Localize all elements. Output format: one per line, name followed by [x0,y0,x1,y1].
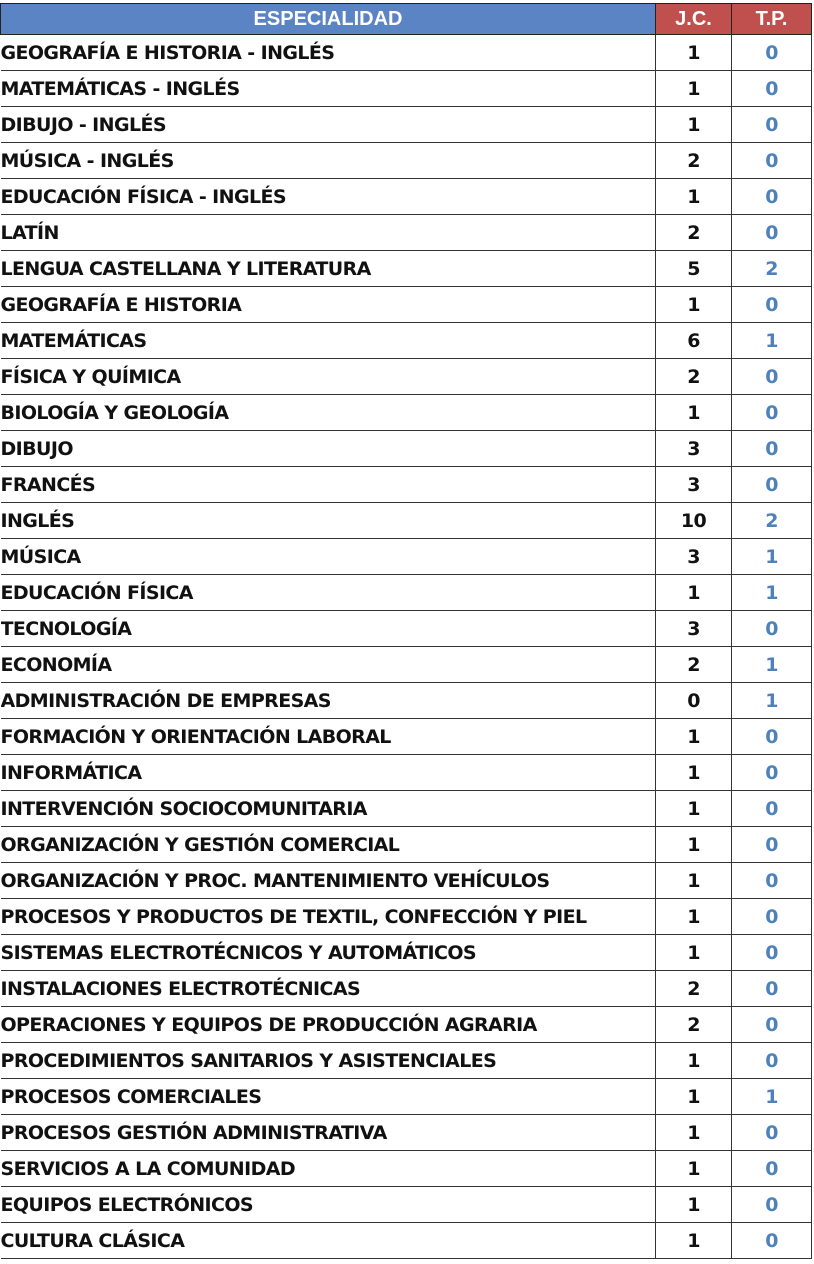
tp-count-cell[interactable]: 0 [732,719,812,755]
jc-count-cell[interactable]: 1 [656,1079,732,1115]
table-row [1,467,812,503]
tp-count-cell[interactable]: 0 [732,791,812,827]
header-jc[interactable]: J.C. [656,4,732,35]
jc-count-cell[interactable]: 1 [656,575,732,611]
jc-count-cell[interactable]: 1 [656,1043,732,1079]
tp-count-cell[interactable]: 0 [732,287,812,323]
tp-count-cell[interactable]: 0 [732,395,812,431]
specialty-name-cell[interactable]: GEOGRAFÍA E HISTORIA - INGLÉS [1,35,656,71]
tp-count-cell[interactable]: 0 [732,827,812,863]
jc-count-cell[interactable]: 1 [656,1187,732,1223]
tp-count-cell[interactable]: 0 [732,1115,812,1151]
tp-count-cell[interactable]: 0 [732,71,812,107]
specialty-name-cell[interactable]: MATEMÁTICAS - INGLÉS [1,71,656,107]
jc-count-cell[interactable]: 2 [656,359,732,395]
table-row [1,71,812,107]
jc-count-cell[interactable]: 1 [656,827,732,863]
specialty-name-cell[interactable]: MÚSICA - INGLÉS [1,143,656,179]
specialty-name-cell[interactable]: FÍSICA Y QUÍMICA [1,359,656,395]
specialty-name-cell[interactable]: INTERVENCIÓN SOCIOCOMUNITARIA [1,791,656,827]
table-row [1,1079,812,1115]
jc-count-cell[interactable]: 1 [656,1223,732,1259]
table-row [1,575,812,611]
tp-count-cell[interactable]: 0 [732,179,812,215]
table-row [1,215,812,251]
jc-count-cell[interactable]: 3 [656,539,732,575]
specialty-name-cell[interactable]: PROCESOS GESTIÓN ADMINISTRATIVA [1,1115,656,1151]
tp-count-cell[interactable]: 0 [732,359,812,395]
jc-count-cell[interactable]: 1 [656,107,732,143]
table-row [1,1115,812,1151]
specialty-name-cell[interactable]: EQUIPOS ELECTRÓNICOS [1,1187,656,1223]
table-row [1,611,812,647]
tp-count-cell[interactable]: 0 [732,863,812,899]
tp-count-cell[interactable]: 1 [732,575,812,611]
specialty-name-cell[interactable]: TECNOLOGÍA [1,611,656,647]
specialty-name-cell[interactable]: INGLÉS [1,503,656,539]
table-row [1,323,812,359]
specialty-name-cell[interactable]: ORGANIZACIÓN Y GESTIÓN COMERCIAL [1,827,656,863]
tp-count-cell[interactable]: 0 [732,1187,812,1223]
table-row [1,143,812,179]
jc-count-cell[interactable]: 3 [656,431,732,467]
table-row [1,755,812,791]
specialty-name-cell[interactable]: OPERACIONES Y EQUIPOS DE PRODUCCIÓN AGRARIA [1,1007,656,1043]
table-row [1,35,812,71]
table-row [1,179,812,215]
header-tp[interactable]: T.P. [732,4,812,35]
jc-count-cell[interactable]: 2 [656,1007,732,1043]
specialty-name-cell[interactable]: DIBUJO [1,431,656,467]
tp-count-cell[interactable]: 0 [732,935,812,971]
specialty-name-cell[interactable]: ADMINISTRACIÓN DE EMPRESAS [1,683,656,719]
table-row [1,683,812,719]
tp-count-cell[interactable]: 1 [732,539,812,575]
tp-count-cell[interactable]: 0 [732,611,812,647]
specialty-name-cell[interactable]: LATÍN [1,215,656,251]
table-row [1,791,812,827]
specialty-name-cell[interactable]: CULTURA CLÁSICA [1,1223,656,1259]
table-row [1,899,812,935]
specialty-name-cell[interactable]: BIOLOGÍA Y GEOLOGÍA [1,395,656,431]
specialty-name-cell[interactable]: ECONOMÍA [1,647,656,683]
tp-count-cell[interactable]: 1 [732,683,812,719]
table-row [1,107,812,143]
jc-count-cell[interactable]: 1 [656,935,732,971]
header-row [1,4,812,35]
tp-count-cell[interactable]: 0 [732,143,812,179]
tp-count-cell[interactable]: 0 [732,1223,812,1259]
table-row [1,359,812,395]
table-row [1,863,812,899]
table-row [1,935,812,971]
table-row [1,1187,812,1223]
specialty-name-cell[interactable]: FRANCÉS [1,467,656,503]
jc-count-cell[interactable]: 3 [656,467,732,503]
specialty-name-cell[interactable]: GEOGRAFÍA E HISTORIA [1,287,656,323]
tp-count-cell[interactable]: 0 [732,1151,812,1187]
tp-count-cell[interactable]: 1 [732,1079,812,1115]
jc-count-cell[interactable]: 1 [656,899,732,935]
tp-count-cell[interactable]: 0 [732,1043,812,1079]
jc-count-cell[interactable]: 1 [656,287,732,323]
jc-count-cell[interactable]: 0 [656,683,732,719]
tp-count-cell[interactable]: 0 [732,467,812,503]
table-row [1,251,812,287]
table-row [1,647,812,683]
tp-count-cell[interactable]: 0 [732,431,812,467]
specialty-name-cell[interactable]: SERVICIOS A LA COMUNIDAD [1,1151,656,1187]
jc-count-cell[interactable]: 1 [656,791,732,827]
specialty-name-cell[interactable]: MATEMÁTICAS [1,323,656,359]
tp-count-cell[interactable]: 0 [732,35,812,71]
specialty-name-cell[interactable]: DIBUJO - INGLÉS [1,107,656,143]
jc-count-cell[interactable]: 1 [656,719,732,755]
specialty-name-cell[interactable]: SISTEMAS ELECTROTÉCNICOS Y AUTOMÁTICOS [1,935,656,971]
tp-count-cell[interactable]: 2 [732,251,812,287]
jc-count-cell[interactable]: 1 [656,179,732,215]
jc-count-cell[interactable]: 10 [656,503,732,539]
table-row [1,1007,812,1043]
tp-count-cell[interactable]: 0 [732,1007,812,1043]
specialty-name-cell[interactable]: EDUCACIÓN FÍSICA [1,575,656,611]
jc-count-cell[interactable]: 2 [656,143,732,179]
tp-count-cell[interactable]: 1 [732,323,812,359]
table-row [1,287,812,323]
table-row [1,971,812,1007]
specialty-name-cell[interactable]: INFORMÁTICA [1,755,656,791]
jc-count-cell[interactable]: 1 [656,755,732,791]
tp-count-cell[interactable]: 0 [732,899,812,935]
header-especialidad[interactable]: ESPECIALIDAD [1,4,656,35]
table-row [1,431,812,467]
specialty-table [0,3,812,1259]
table-row [1,719,812,755]
jc-count-cell[interactable]: 3 [656,611,732,647]
jc-count-cell[interactable]: 1 [656,1115,732,1151]
specialty-name-cell[interactable]: LENGUA CASTELLANA Y LITERATURA [1,251,656,287]
jc-count-cell[interactable]: 1 [656,1151,732,1187]
specialty-name-cell[interactable]: FORMACIÓN Y ORIENTACIÓN LABORAL [1,719,656,755]
jc-count-cell[interactable]: 2 [656,215,732,251]
jc-count-cell[interactable]: 6 [656,323,732,359]
specialty-name-cell[interactable]: PROCESOS Y PRODUCTOS DE TEXTIL, CONFECCIÓN Y PIEL [1,899,656,935]
table-row [1,503,812,539]
jc-count-cell[interactable]: 2 [656,647,732,683]
jc-count-cell[interactable]: 1 [656,71,732,107]
specialty-name-cell[interactable]: PROCEDIMIENTOS SANITARIOS Y ASISTENCIALES [1,1043,656,1079]
specialty-name-cell[interactable]: ORGANIZACIÓN Y PROC. MANTENIMIENTO VEHÍCULOS [1,863,656,899]
jc-count-cell[interactable]: 1 [656,35,732,71]
tp-count-cell[interactable]: 0 [732,755,812,791]
table-row [1,395,812,431]
specialty-name-cell[interactable]: MÚSICA [1,539,656,575]
tp-count-cell[interactable]: 0 [732,107,812,143]
table-row [1,539,812,575]
tp-count-cell[interactable]: 0 [732,215,812,251]
table-row [1,1223,812,1259]
tp-count-cell[interactable]: 1 [732,647,812,683]
table-row [1,1043,812,1079]
specialty-name-cell[interactable]: PROCESOS COMERCIALES [1,1079,656,1115]
table-row [1,827,812,863]
tp-count-cell[interactable]: 0 [732,971,812,1007]
jc-count-cell[interactable]: 5 [656,251,732,287]
jc-count-cell[interactable]: 2 [656,971,732,1007]
specialty-name-cell[interactable]: EDUCACIÓN FÍSICA - INGLÉS [1,179,656,215]
table-row [1,1151,812,1187]
jc-count-cell[interactable]: 1 [656,863,732,899]
specialty-name-cell[interactable]: INSTALACIONES ELECTROTÉCNICAS [1,971,656,1007]
jc-count-cell[interactable]: 1 [656,395,732,431]
tp-count-cell[interactable]: 2 [732,503,812,539]
